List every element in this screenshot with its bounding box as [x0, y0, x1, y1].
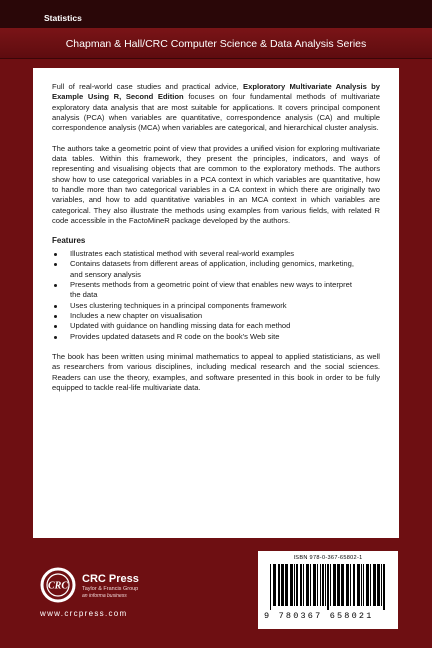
category-label: Statistics	[44, 13, 82, 23]
series-title: Chapman & Hall/CRC Computer Science & Data Analysis Series	[65, 38, 367, 50]
barcode-bar	[366, 564, 369, 606]
isbn-text: ISBN 978-0-367-65802-1	[293, 555, 363, 561]
barcode-bar	[353, 564, 355, 606]
barcode-bar	[306, 564, 309, 606]
crc-logo-icon	[40, 567, 76, 603]
barcode-bar	[330, 564, 331, 606]
barcode-bar	[337, 564, 340, 606]
barcode-bar	[310, 564, 311, 606]
feature-item: Illustrates each statistical method with several real-world examples	[52, 249, 380, 259]
barcode-bar	[313, 564, 316, 606]
barcode-bar	[325, 564, 326, 606]
barcode-bar	[327, 564, 329, 610]
barcode-digits: 9 780367 658021	[264, 611, 374, 621]
barcode-bar	[270, 564, 271, 610]
description-panel	[33, 68, 399, 538]
barcode-bar	[383, 564, 385, 610]
barcode-bar	[320, 564, 321, 606]
crc-logo-text: CRC	[47, 580, 69, 592]
barcode-bar	[278, 564, 280, 606]
barcode-bar	[361, 564, 362, 606]
intro-text-start: Full of real-world case studies and practical advice,	[52, 82, 244, 91]
publisher-tagline: an informa business	[82, 593, 127, 599]
barcode-bar	[290, 564, 293, 606]
barcode-bar	[303, 564, 304, 606]
feature-item: Includes a new chapter on visualisation	[52, 311, 380, 321]
feature-item: Updated with guidance on handling missing data for each method	[52, 321, 380, 331]
approach-paragraph: The authors take a geometric point of view that provides a unified vision for exploring multivariate data tables. Within this framework, they present the principles, indicators, and ways of representing and visualising objects that are common to the exploratory methods. The authors show how to use categorical variables in a PCA context in which variables are quantitative, how to handle more than two categorical variables in a CA context in which there are originally two variables, and how to add quantitative variables in an MCA context in which variables are categorical. They also illustrate the methods using examples from various fields, with related R code accessible in the FactoMineR package developed by the authors.	[52, 143, 380, 226]
barcode-bar	[317, 564, 318, 606]
features-heading: Features	[52, 236, 86, 246]
barcode-bar	[381, 564, 382, 606]
barcode-bar	[322, 564, 324, 606]
barcode-bar	[296, 564, 298, 606]
barcode-bar	[377, 564, 380, 606]
barcode-bar	[350, 564, 351, 606]
barcode-bar	[273, 564, 276, 606]
barcode-bar	[346, 564, 349, 606]
barcode-bar	[370, 564, 371, 606]
publisher-group: Taylor & Francis Group	[82, 586, 139, 592]
barcode-bar	[373, 564, 376, 606]
barcode-image	[264, 564, 392, 610]
top-band	[0, 0, 432, 28]
feature-item: Presents methods from a geometric point of view that enables new ways to interpret the data	[52, 280, 380, 301]
features-list	[52, 249, 380, 342]
barcode-bar	[300, 564, 302, 606]
feature-item: Provides updated datasets and R code on the book's Web site	[52, 332, 380, 342]
series-band	[0, 28, 432, 59]
closing-paragraph: The book has been written using minimal mathematics to appeal to applied statisticians, as well as researchers from various disciplines, including medical research and the social sciences. Readers can use the theory, examples, and software presented in this book in order to be fully equipped to tackle real-life multivariate data.	[52, 351, 380, 392]
barcode-box	[258, 551, 398, 629]
barcode-bar	[341, 564, 344, 606]
barcode-bar	[281, 564, 284, 606]
publisher-website: www.crcpress.com	[40, 609, 128, 618]
intro-paragraph	[52, 82, 380, 134]
barcode-bar	[294, 564, 295, 606]
barcode-bar	[363, 564, 364, 606]
intro-text-end: focuses on four fundamental methods of multivariate exploratory data analysis that are most suitable for applications. It covers principal component analysis (PCA) when variables are quantitative, correspondence analysis (CA) and multiple correspondence analysis (MCA) when variables are categorical, and hierarchical cluster analysis.	[52, 92, 380, 133]
barcode-bar	[285, 564, 288, 606]
publisher-logo	[40, 567, 240, 627]
barcode-bar	[333, 564, 336, 606]
barcode-bar	[357, 564, 360, 606]
feature-item: Uses clustering techniques in a principal components framework	[52, 301, 380, 311]
feature-item: Contains datasets from different areas of application, including genomics, marketing, and sensory analysis	[52, 259, 380, 280]
book-title: Exploratory Multivariate Analysis by Example Using R, Second Edition	[52, 82, 380, 102]
publisher-name: CRC Press	[82, 573, 139, 585]
